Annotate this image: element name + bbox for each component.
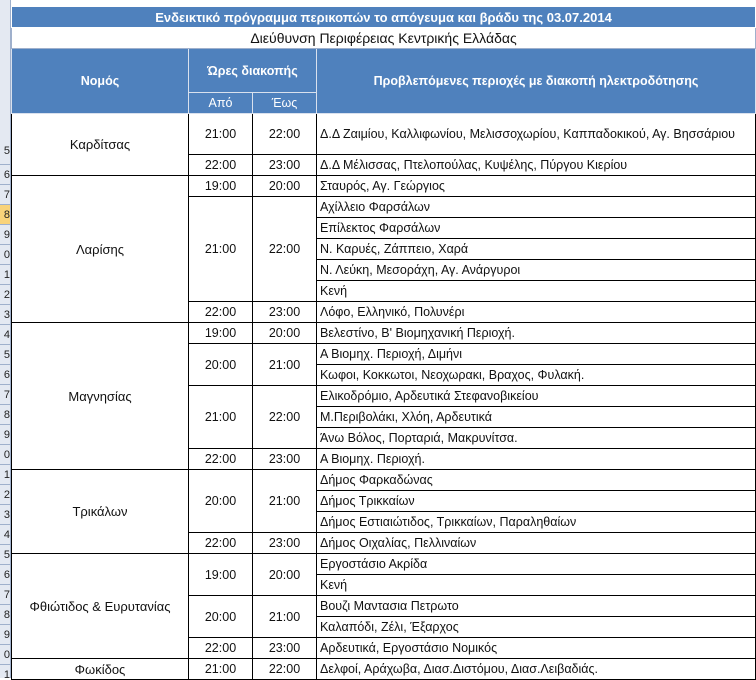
row-number[interactable]: 7 [0,185,10,205]
time-from[interactable]: 22:00 [189,533,253,554]
row-number[interactable]: 1 [0,265,10,285]
row-headers [0,0,11,678]
time-to[interactable]: 23:00 [253,533,317,554]
area-cell[interactable]: Ν. Λεύκη, Μεσοράχη, Αγ. Ανάργυροι [317,260,756,281]
time-to[interactable]: 23:00 [253,155,317,176]
area-cell[interactable]: Αρδευτικά, Εργοστάσιο Νομικός [317,638,756,659]
row-number[interactable]: 8 [0,605,10,625]
area-cell[interactable]: Επίλεκτος Φαρσάλων [317,218,756,239]
outage-schedule-table [11,6,756,680]
area-cell[interactable]: Καλαπόδι, Ζέλι, Έξαρχος [317,617,756,638]
prefecture-cell[interactable]: Λαρίσης [12,176,189,323]
area-cell[interactable]: Δ.Δ Ζαιμίου, Καλλιφωνίου, Μελισσοχωρίου, Καππαδοκικού, Αγ. Βησσάριου [317,114,756,155]
schedule-title[interactable]: Ενδεικτικό πρόγραμμα περικοπών το απόγευμα και βράδυ της 03.07.2014 [12,7,756,28]
prefecture-cell[interactable]: Φθιώτιδος & Ευρυτανίας [12,554,189,659]
time-from[interactable]: 19:00 [189,176,253,197]
area-cell[interactable]: Δήμος Οιχαλίας, Πελλιναίων [317,533,756,554]
row-number[interactable]: 0 [0,445,10,465]
time-from[interactable]: 20:00 [189,470,253,533]
header-from[interactable]: Από [189,93,253,114]
time-from[interactable]: 20:00 [189,344,253,386]
row-number[interactable]: 9 [0,225,10,245]
row-number[interactable]: 7 [0,585,10,605]
row-number[interactable]: 5 [0,125,10,165]
time-to[interactable]: 22:00 [253,386,317,449]
prefecture-cell[interactable]: Μαγνησίας [12,323,189,470]
prefecture-cell[interactable]: Τρικάλων [12,470,189,554]
time-from[interactable]: 22:00 [189,155,253,176]
row-number[interactable]: 2 [0,485,10,505]
time-from[interactable]: 21:00 [189,659,253,680]
row-number[interactable]: 3 [0,305,10,325]
area-cell[interactable]: Δήμος Φαρκαδώνας [317,470,756,491]
row-number[interactable]: 7 [0,385,10,405]
header-nomos[interactable]: Νομός [12,49,189,114]
area-cell[interactable]: Αχίλλειο Φαρσάλων [317,197,756,218]
row-number[interactable]: 8 [0,205,10,225]
time-from[interactable]: 22:00 [189,302,253,323]
schedule-subtitle[interactable]: Διεύθυνση Περιφέρειας Κεντρικής Ελλάδας [12,28,756,49]
area-cell[interactable]: Ν. Καρυές, Ζάππειο, Χαρά [317,239,756,260]
time-from[interactable]: 21:00 [189,197,253,302]
row-number[interactable]: 3 [0,505,10,525]
area-cell[interactable]: Α Βιομηχ. Περιοχή. [317,449,756,470]
time-from[interactable]: 19:00 [189,554,253,596]
row-number[interactable]: 4 [0,325,10,345]
time-to[interactable]: 22:00 [253,659,317,680]
row-number[interactable]: 8 [0,405,10,425]
time-to[interactable]: 21:00 [253,596,317,638]
header-areas[interactable]: Προβλεπόμενες περιοχές με διακοπή ηλεκτροδότησης [317,49,756,114]
time-to[interactable]: 23:00 [253,302,317,323]
time-to[interactable]: 22:00 [253,114,317,155]
row-number[interactable]: 1 [0,665,10,678]
time-to[interactable]: 20:00 [253,323,317,344]
row-number[interactable]: 5 [0,545,10,565]
row-number[interactable]: 6 [0,565,10,585]
area-cell[interactable]: Λόφο, Ελληνικό, Πολυνέρι [317,302,756,323]
area-cell[interactable]: Δήμος Εστιαιώτιδος, Τρικκαίων, Παραληθαίων [317,512,756,533]
area-cell[interactable]: Δήμος Τρικκαίων [317,491,756,512]
row-number[interactable]: 0 [0,245,10,265]
area-cell[interactable]: Κωφοι, Κοκκωτοι, Νεοχωρακι, Βραχος, Φυλακή. [317,365,756,386]
time-to[interactable]: 21:00 [253,470,317,533]
time-from[interactable]: 20:00 [189,596,253,638]
area-cell[interactable]: Βελεστίνο, Β' Βιομηχανική Περιοχή. [317,323,756,344]
time-from[interactable]: 19:00 [189,323,253,344]
area-cell[interactable]: Βουζι Μαντασια Πετρωτο [317,596,756,617]
time-to[interactable]: 20:00 [253,176,317,197]
time-to[interactable]: 23:00 [253,638,317,659]
row-number[interactable]: 4 [0,525,10,545]
row-number[interactable]: 2 [0,285,10,305]
time-from[interactable]: 22:00 [189,638,253,659]
row-number[interactable]: 9 [0,625,10,645]
row-number[interactable]: 6 [0,365,10,385]
time-to[interactable]: 20:00 [253,554,317,596]
row-number[interactable]: 5 [0,345,10,365]
prefecture-cell[interactable]: Φωκίδος [12,659,189,680]
time-to[interactable]: 22:00 [253,197,317,302]
time-from[interactable]: 21:00 [189,114,253,155]
area-cell[interactable]: Δ.Δ Μέλισσας, Πτελοπούλας, Κυψέλης, Πύργου Κιερίου [317,155,756,176]
time-to[interactable]: 23:00 [253,449,317,470]
row-number[interactable]: 9 [0,425,10,445]
area-cell[interactable]: Άνω Βόλος, Πορταριά, Μακρυνίτσα. [317,428,756,449]
area-cell[interactable]: Ελικοδρόμιο, Αρδευτικά Στεφανοβικείου [317,386,756,407]
prefecture-cell[interactable]: Καρδίτσας [12,114,189,176]
area-cell[interactable]: Κενή [317,281,756,302]
area-cell[interactable]: Σταυρός, Αγ. Γεώργιος [317,176,756,197]
area-cell[interactable]: Κενή [317,575,756,596]
time-from[interactable]: 22:00 [189,449,253,470]
area-cell[interactable]: Εργοστάσιο Ακρίδα [317,554,756,575]
header-hours[interactable]: Ώρες διακοπής [189,49,317,93]
time-from[interactable]: 21:00 [189,386,253,449]
time-to[interactable]: 21:00 [253,344,317,386]
row-number[interactable]: 0 [0,645,10,665]
row-number[interactable]: 1 [0,465,10,485]
area-cell[interactable]: Μ.Περιβολάκι, Χλόη, Αρδευτικά [317,407,756,428]
row-number[interactable]: 6 [0,165,10,185]
area-cell[interactable]: Δελφοί, Αράχωβα, Διασ.Διστόμου, Διασ.Λειβαδιάς. [317,659,756,680]
area-cell[interactable]: Α Βιομηχ. Περιοχή, Διμήνι [317,344,756,365]
header-to[interactable]: Έως [253,93,317,114]
